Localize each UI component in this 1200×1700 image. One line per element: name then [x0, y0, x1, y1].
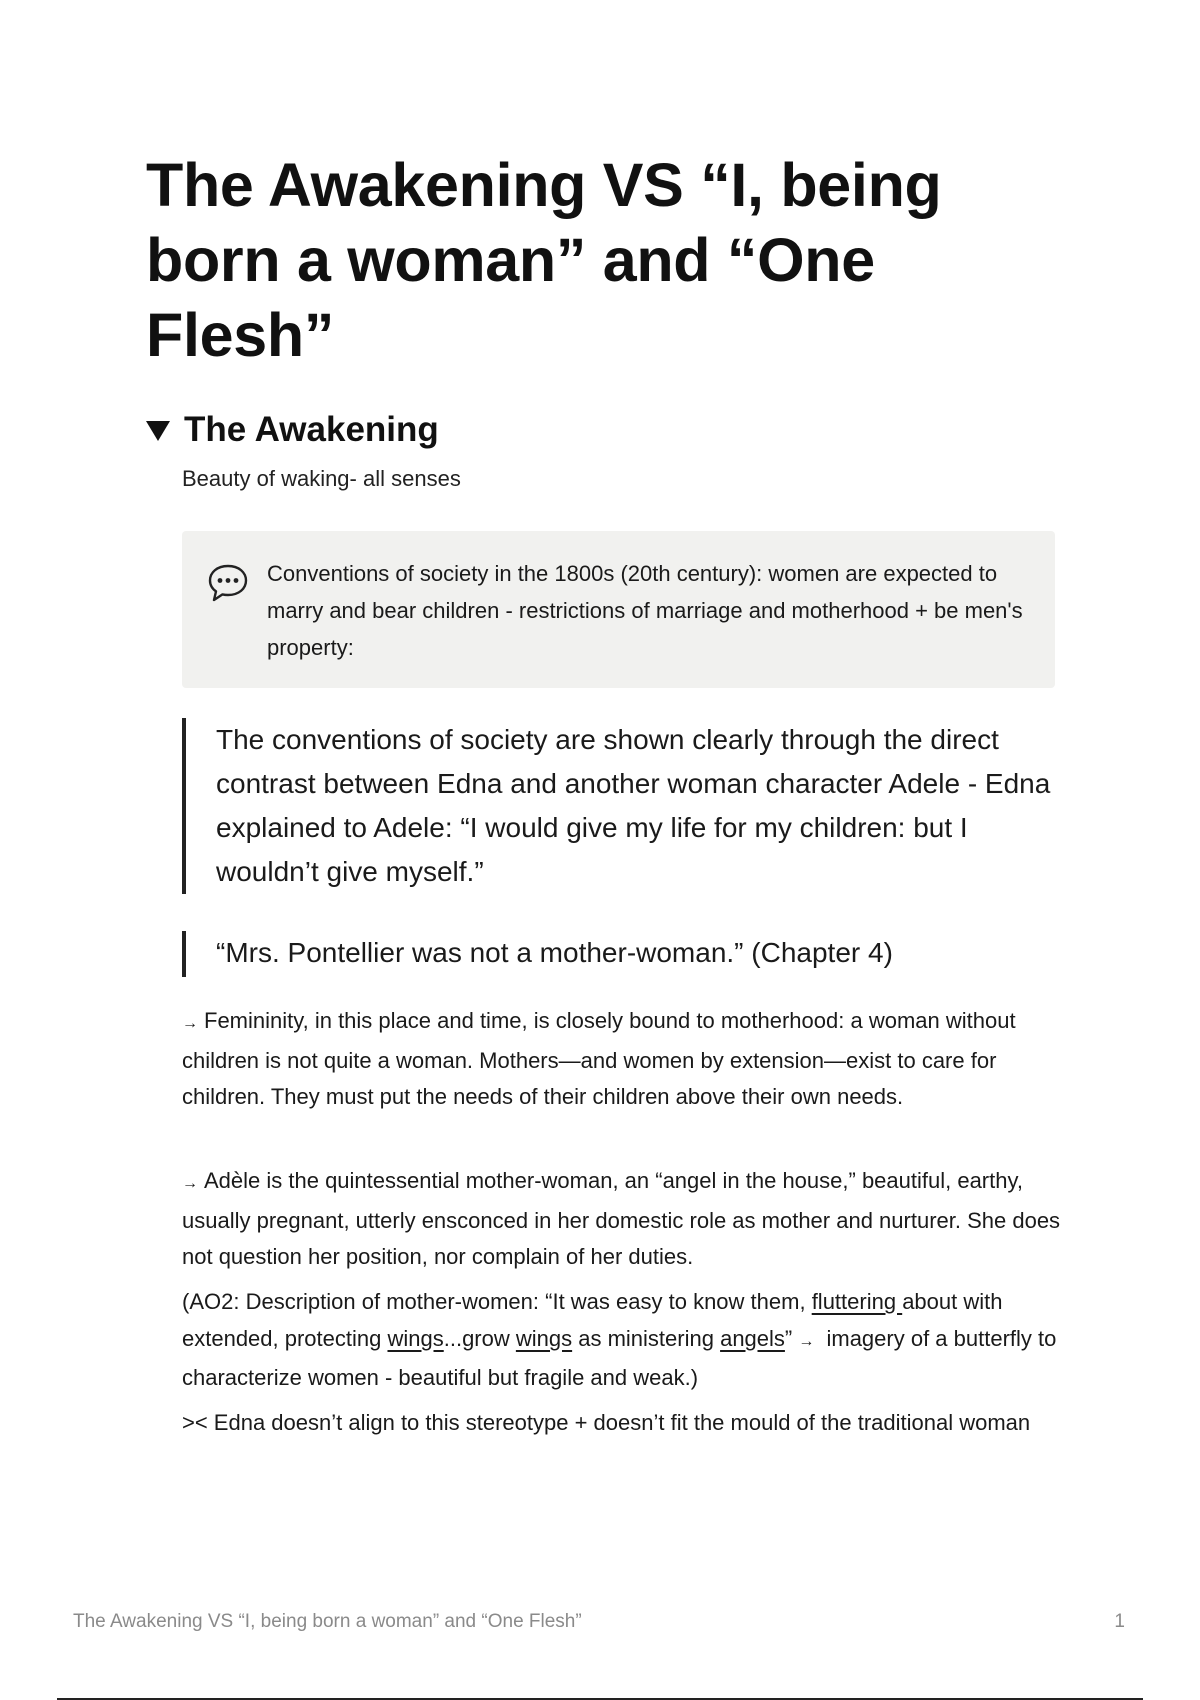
paragraph-text: Adèle is the quintessential mother-woman, an “angel in the house,” beautiful, earthy, usually pregnant, utterly ensconced in her domestic role as mother and nurturer. She does not question her position, nor complain of her duties. — [182, 1168, 1061, 1269]
speech-bubble-icon — [206, 561, 250, 605]
paragraph-ao2 — [182, 1284, 1062, 1397]
underlined-word: fluttering — [811, 1289, 903, 1314]
toggle-heading-text: The Awakening — [184, 410, 439, 449]
text-run: imagery of a butterfly to characterize women - beautiful but fragile and weak.) — [182, 1325, 1057, 1390]
callout-box — [182, 531, 1055, 688]
arrow-glyph: → — [798, 1332, 815, 1350]
text-run: ...grow — [443, 1325, 516, 1351]
text-run: ” — [784, 1325, 799, 1351]
blockquote-edna-adele: The conventions of society are shown clearly through the direct contrast between Edna and another woman character Adele - Edna explained to Adele: “I would give my life for my children: but I wouldn’t give myself.” — [182, 718, 1062, 894]
underlined-word: wings — [515, 1325, 573, 1351]
paragraph-edna-stereotype: >< Edna doesn’t align to this stereotype + doesn’t fit the mould of the traditional woman — [182, 1410, 1031, 1435]
callout-text: Conventions of society in the 1800s (20th century): women are expected to marry and bear children - restrictions of marriage and motherhood + be men's property: — [267, 561, 1023, 660]
paragraph-text: Femininity, in this place and time, is closely bound to motherhood: a woman without children is not quite a woman. Mothers—and women by extension—exist to care for children. They must put the needs of their children above their own needs. — [182, 1008, 1016, 1109]
arrow-glyph: → — [182, 1175, 198, 1192]
toggle-heading-the-awakening[interactable] — [146, 408, 439, 452]
underlined-word: wings — [387, 1325, 444, 1351]
paragraph-adele — [182, 1163, 1062, 1276]
text-run: (AO2: Description of mother-women: “It was easy to know them, — [182, 1289, 812, 1314]
text-run: as ministering — [572, 1325, 721, 1351]
footer-title: The Awakening VS “I, being born a woman” and “One Flesh” — [73, 1611, 582, 1632]
toggle-triangle-icon[interactable] — [146, 421, 170, 441]
underlined-word: angels — [720, 1325, 785, 1351]
arrow-glyph: → — [182, 1015, 198, 1032]
page-title: The Awakening VS “I, being born a woman” and “One Flesh” — [146, 151, 942, 369]
toggle-subtitle: Beauty of waking- all senses — [182, 466, 461, 491]
blockquote-mrs-pontellier: “Mrs. Pontellier was not a mother-woman.” (Chapter 4) — [182, 931, 1062, 977]
paragraph-femininity — [182, 1003, 1062, 1116]
text-run: about with extended, protecting — [182, 1289, 1003, 1351]
footer-page-number: 1 — [1114, 1611, 1125, 1632]
